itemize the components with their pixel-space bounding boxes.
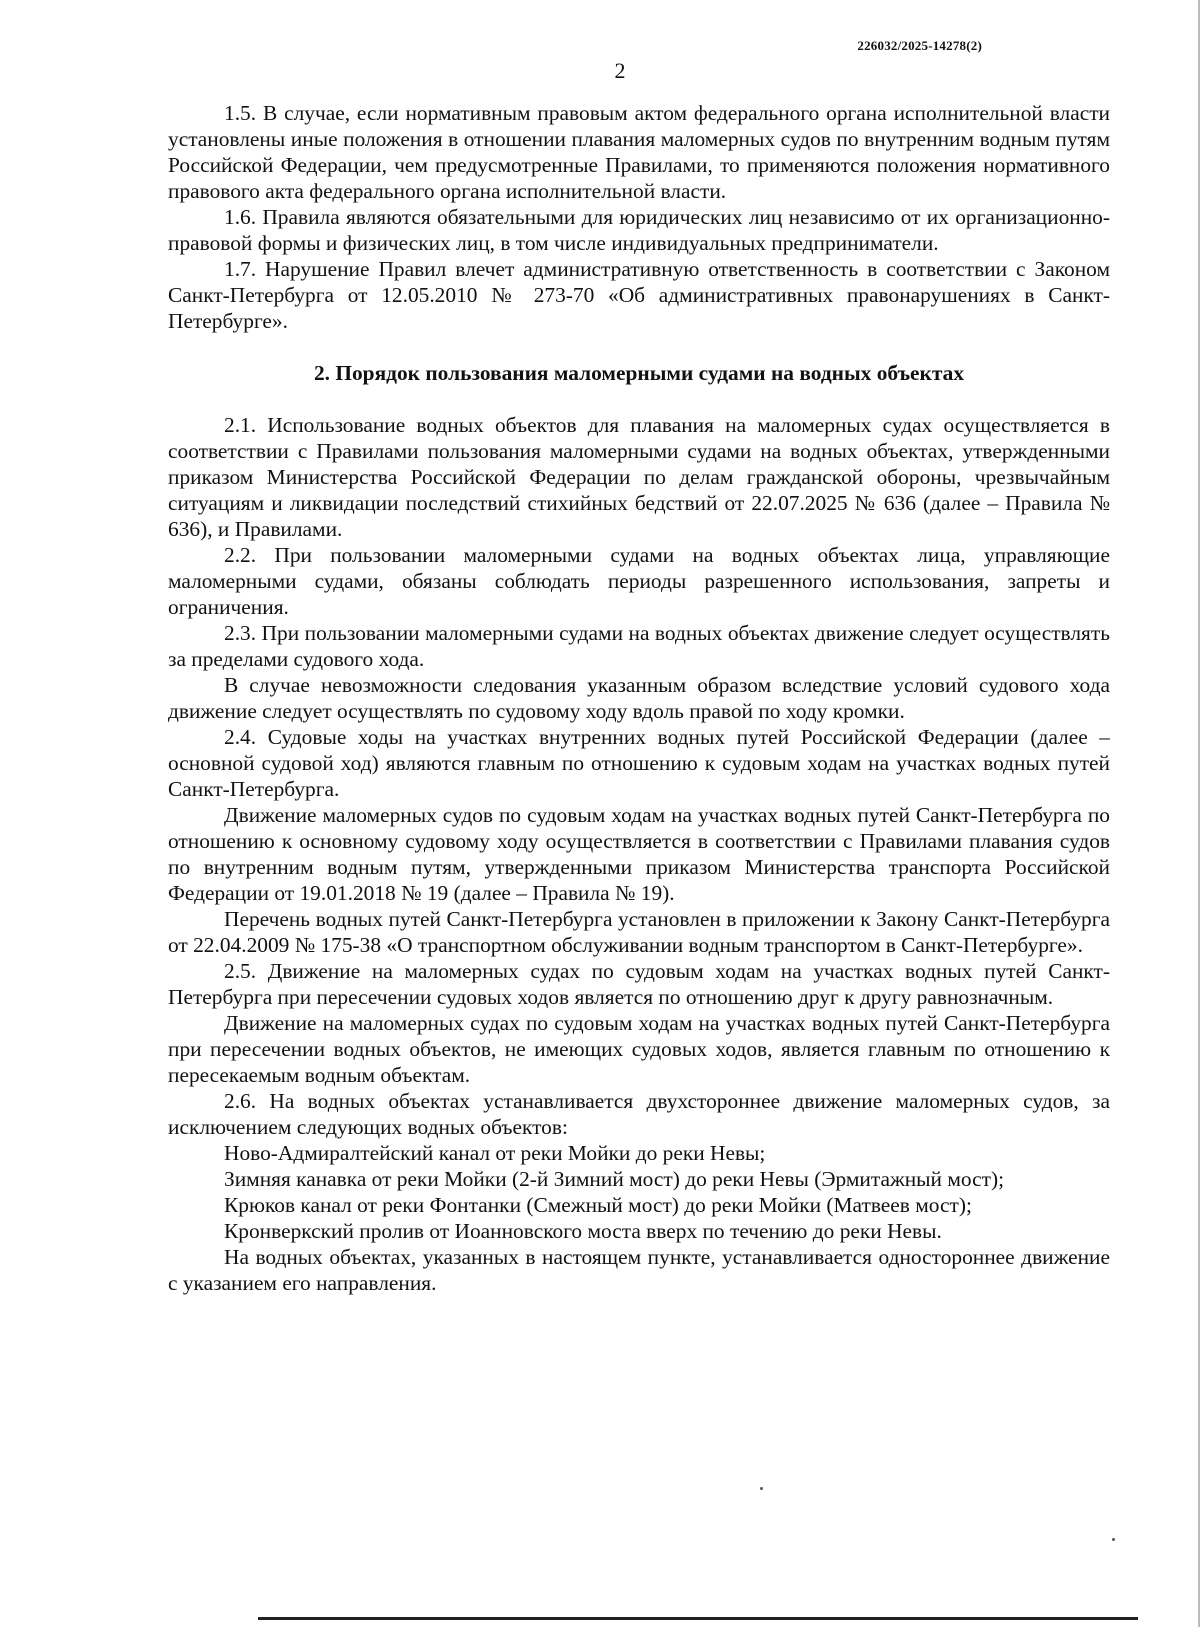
scan-speck [1112,1538,1115,1541]
paragraph-p2-4b: Движение маломерных судов по судовым ходам на участках водных путей Санкт-Петербурга по отношению к основному судовому ходу осуществляется в соответствии с Правилами плавания судов по внутренним водным путям, утвержденными приказом Министерства транспорта Российской Федерации от 19.01.2018 № 19 (далее – Правила № 19). [168,803,1110,905]
paragraph-p1-5: 1.5. В случае, если нормативным правовым актом федерального органа исполнительной власти установлены иные положения в отношении плавания маломерных судов по внутренним водным путям Российской Федерации, чем предусмотренные Правилами, то применяются положения нормативного правового акта федерального органа исполнительной власти. [168,101,1110,203]
paragraph-p2-4: 2.4. Судовые ходы на участках внутренних водных путей Российской Федерации (далее – основной судовой ход) являются главным по отношению к судовым ходам на участках водных путей Санкт-Петербурга. [168,725,1110,801]
paragraph-p2-1: 2.1. Использование водных объектов для плавания на маломерных судах осуществляется в соответствии с Правилами пользования маломерными судами на водных объектах, утвержденными приказом Министерства Российской Федерации по делам гражданской обороны, чрезвычайным ситуациям и ликвидации последствий стихийных бедствий от 22.07.2025 № 636 (далее – Правила № 636), и Правилами. [168,413,1110,541]
page-number: 2 [614,58,626,83]
paragraph-p1-7: 1.7. Нарушение Правил влечет административную ответственность в соответствии с Законом Санкт-Петербурга от 12.05.2010 № 273-70 «Об административных правонарушениях в Санкт-Петербурге». [168,257,1110,333]
paragraph-p2-2: 2.2. При пользовании маломерными судами на водных объектах лица, управляющие маломерными судами, обязаны соблюдать периоды разрешенного использования, запреты и ограничения. [168,543,1110,619]
scan-speck [760,1487,763,1490]
paragraph-p2-6: 2.6. На водных объектах устанавливается двухстороннее движение маломерных судов, за исключением следующих водных объектов: [168,1089,1110,1139]
paragraph-p2-3: 2.3. При пользовании маломерными судами на водных объектах движение следует осуществлять за пределами судового хода. [168,621,1110,671]
document-body [168,100,1110,1296]
document-id: 226032/2025-14278(2) [857,38,982,53]
paragraph-p2-3b: В случае невозможности следования указанным образом вследствие условий судового хода движение следует осуществлять по судовому ходу вдоль правой по ходу кромки. [168,673,1110,723]
paragraph-p2-6a: Ново-Адмиралтейский канал от реки Мойки до реки Невы; [224,1141,766,1165]
paragraph-p2-6d: Кронверкский пролив от Иоанновского моста вверх по течению до реки Невы. [224,1219,942,1243]
paragraph-p2-6b: Зимняя канавка от реки Мойки (2-й Зимний мост) до реки Невы (Эрмитажный мост); [224,1167,1005,1191]
paragraph-p2-5b: Движение на маломерных судах по судовым ходам на участках водных путей Санкт-Петербурга при пересечении водных объектов, не имеющих судовых ходов, является главным по отношению к пересекаемым водным объектам. [168,1011,1110,1087]
paragraph-p2-6c: Крюков канал от реки Фонтанки (Смежный мост) до реки Мойки (Матвеев мост); [224,1193,972,1217]
paragraph-p2-6e: На водных объектах, указанных в настоящем пункте, устанавливается одностороннее движение с указанием его направления. [168,1245,1110,1295]
section-heading: 2. Порядок пользования маломерными судами на водных объектах [313,361,965,385]
paragraph-p2-4c: Перечень водных путей Санкт-Петербурга установлен в приложении к Закону Санкт-Петербурга от 22.04.2009 № 175-38 «О транспортном обслуживании водным транспортом в Санкт-Петербурге». [168,907,1110,957]
paragraph-p1-6: 1.6. Правила являются обязательными для юридических лиц независимо от их организационно-правовой формы и физических лиц, в том числе индивидуальных предприниматели. [168,205,1110,255]
scan-border-line [258,1617,1138,1620]
paragraph-p2-5: 2.5. Движение на маломерных судах по судовым ходам на участках водных путей Санкт-Петербурга при пересечении судовых ходов является по отношению друг к другу равнозначным. [168,959,1110,1009]
